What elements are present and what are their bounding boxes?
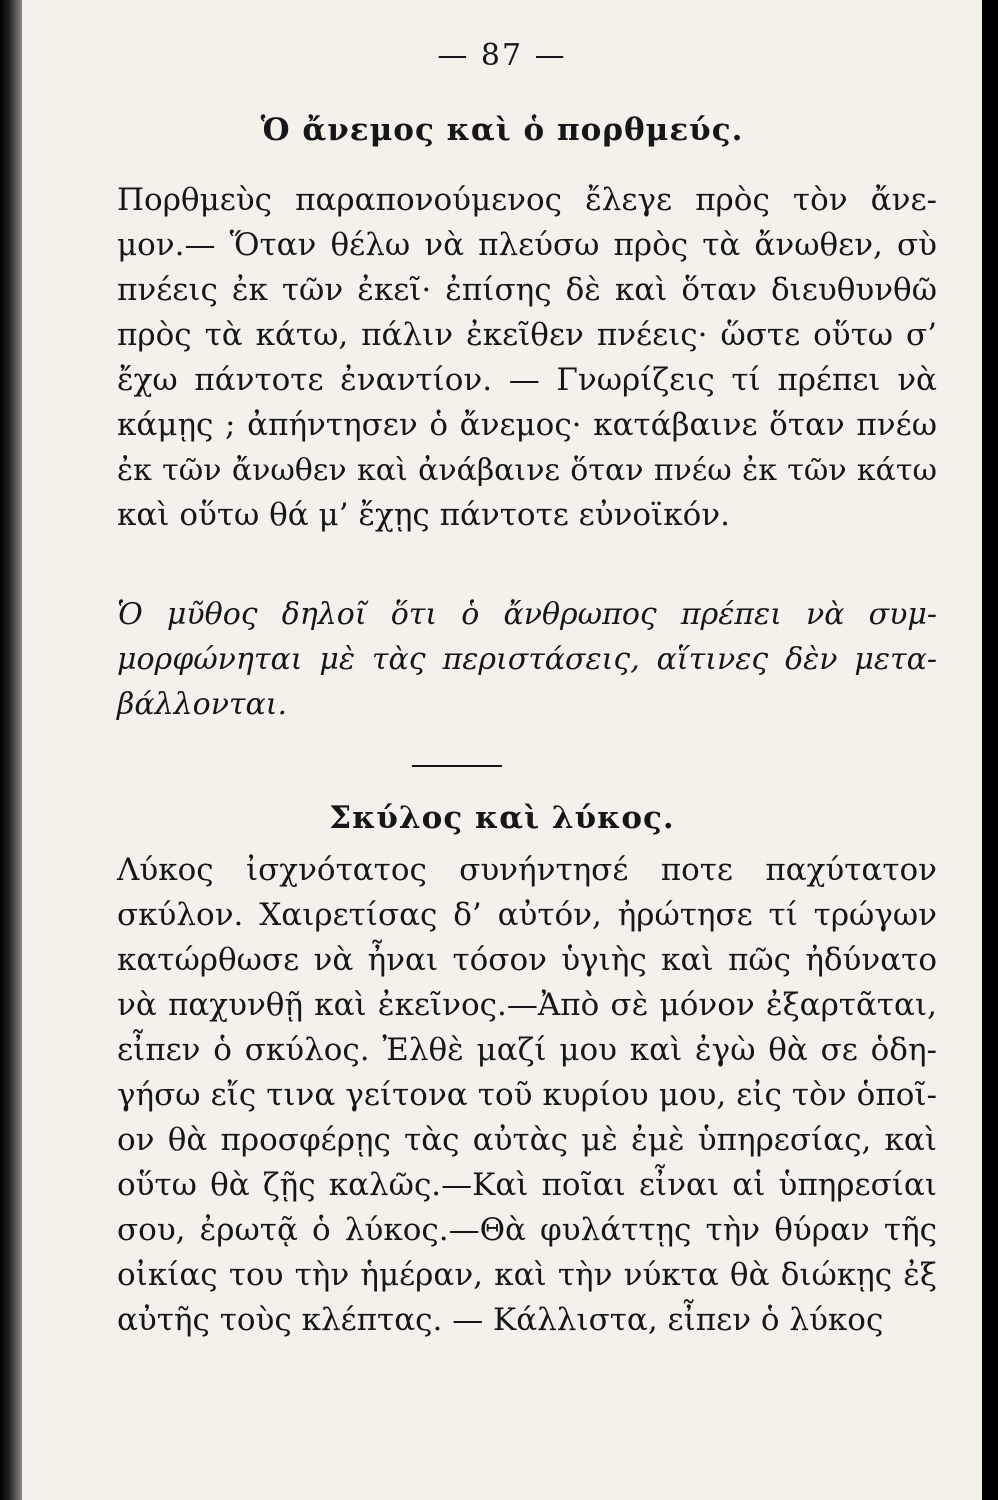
text-line: καὶ οὕτω θά μ’ ἔχῃς πάντοτε εὐνοϊκόν. — [117, 497, 730, 533]
text-line: Πορθμεὺς παραπονούμενος ἔλεγε πρὸς τὸν ἄνε- — [117, 182, 937, 218]
moral-line: μορφώνηται μὲ τὰς περιστάσεις, αἵτινες δὲν μετα- — [117, 642, 937, 677]
text-line: γήσω εἴς τινα γείτονα τοῦ κυρίου μου, εἰς τὸν ὁποῖ- — [117, 1077, 937, 1113]
text-line: κάμῃς ; ἀπήντησεν ὁ ἄνεμος· κατάβαινε ὅταν πνέω — [117, 407, 937, 443]
text-line: οἰκίας του τὴν ἡμέραν, καὶ τὴν νύκτα θὰ διώκῃς ἐξ — [117, 1257, 937, 1293]
fable-title-dog-wolf: Σκύλος καὶ λύκος. — [329, 800, 675, 836]
text-line: ον θὰ προσφέρῃς τὰς αὐτὰς μὲ ἐμὲ ὑπηρεσίας, καὶ — [117, 1122, 937, 1158]
fable-title-wind-ferryman: Ὁ ἄνεμος καὶ ὁ πορθμεύς. — [260, 112, 744, 148]
text-line: ἔχω πάντοτε ἐναντίον. — Γνωρίζεις τί πρέπει νὰ — [117, 362, 937, 398]
text-line: σκύλον. Χαιρετίσας δ’ αὐτόν, ἠρώτησε τί τρώγων — [117, 897, 937, 933]
moral-line: Ὁ μῦθος δηλοῖ ὅτι ὁ ἄνθρωπος πρέπει νὰ συμ- — [117, 597, 937, 632]
moral-line: βάλλονται. — [117, 687, 288, 722]
text-line: Λύκος ἰσχνότατος συνήντησέ ποτε παχύτατον — [117, 852, 937, 888]
text-line: σου, ἐρωτᾷ ὁ λύκος.—Θὰ φυλάττῃς τὴν θύραν τῆς — [117, 1212, 937, 1248]
section-divider — [412, 765, 502, 767]
text-line: αὐτῆς τοὺς κλέπτας. — Κάλλιστα, εἶπεν ὁ λύκος — [117, 1302, 884, 1338]
text-line: οὕτω θὰ ζῇς καλῶς.—Καὶ ποῖαι εἶναι αἱ ὑπηρεσίαι — [117, 1167, 937, 1203]
text-line: πνέεις ἐκ τῶν ἐκεῖ· ἐπίσης δὲ καὶ ὅταν διευθυνθῶ — [117, 272, 937, 308]
text-line: νὰ παχυνθῇ καὶ ἐκεῖνος.—Ἀπὸ σὲ μόνον ἐξαρτᾶται, — [117, 987, 937, 1023]
fable-body-dog-wolf — [117, 848, 937, 1343]
book-page — [22, 0, 982, 1500]
fable-body-wind-ferryman — [117, 178, 937, 538]
text-line: πρὸς τὰ κάτω, πάλιν ἐκεῖθεν πνέεις· ὥστε οὕτω σ’ — [117, 317, 937, 353]
fable-moral — [117, 592, 937, 727]
text-line: ἐκ τῶν ἄνωθεν καὶ ἀνάβαινε ὅταν πνέω ἐκ τῶν κάτω — [117, 453, 937, 488]
page-shadow-edge — [0, 0, 22, 1500]
text-line: μον.— Ὅταν θέλω νὰ πλεύσω πρὸς τὰ ἄνωθεν, σὺ — [117, 227, 937, 263]
text-line: εἶπεν ὁ σκύλος. Ἐλθὲ μαζί μου καὶ ἐγὼ θὰ σε ὁδη- — [117, 1032, 937, 1068]
page-number: — 87 — — [437, 38, 567, 73]
text-line: κατώρθωσε νὰ ἦναι τόσον ὑγιὴς καὶ πῶς ἠδύνατο — [117, 942, 937, 978]
